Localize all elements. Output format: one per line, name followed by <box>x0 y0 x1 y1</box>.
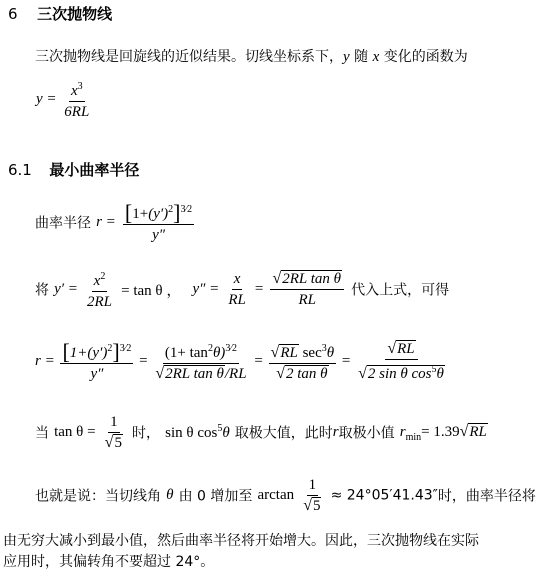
substitution-line <box>35 268 449 311</box>
deriv-step1-num: 1+(y′) <box>69 345 108 361</box>
deriv-step2-den-root: 2RL tan θ <box>165 366 224 382</box>
intro-paragraph <box>35 46 468 66</box>
cond-sincos: sin θ cos <box>165 425 218 441</box>
cond-frac-den: 5 <box>114 435 122 451</box>
deriv-step2-sq: 2 <box>207 343 213 354</box>
eq1-lhs: y = <box>36 90 57 107</box>
radius-r: r = <box>96 214 116 230</box>
radius-yprime: (y′) <box>148 206 169 222</box>
concl-text2: 由 0 增加至 <box>178 488 253 505</box>
intro-var-x: x <box>372 49 380 65</box>
intro-text-2: 随 <box>354 49 369 65</box>
deriv-step4: $\frac{√RL}{√2 \sin \theta \cos^5\theta}$ <box>358 340 444 382</box>
radius-sq: 2 <box>168 204 174 215</box>
deriv-step2: $\frac{(1+ \tan^2\theta)^{3⁄2}}{\text{√2RL tan θ/RL}}$ <box>153 340 248 383</box>
deriv-step4-num-root: RL <box>397 341 415 357</box>
cond-rmin: r <box>399 423 406 440</box>
sub-yp-num-exp: 2 <box>100 271 106 282</box>
sub-eq: = <box>254 281 264 297</box>
concl-fraction: $\frac{1}{√5}$ <box>303 477 321 514</box>
eq1-num: x <box>70 83 78 99</box>
deriv-step3-den-root: 2 tan θ <box>285 366 328 382</box>
concl-theta: θ <box>166 487 174 503</box>
equation-cubic-parabola <box>36 78 93 121</box>
concl-approx: ≈ 24°05′41.43″ <box>330 487 438 504</box>
conclusion-line-1 <box>35 476 536 515</box>
cond-fraction: $\frac{1}{√5}$ <box>104 414 122 451</box>
cond-rmin-root: RL <box>469 423 487 440</box>
radius-formula-line <box>35 201 196 244</box>
cond-sincos-theta: θ <box>222 425 230 441</box>
cond-text1: 取极大值，此时 <box>234 425 333 442</box>
radius-exp: 3⁄2 <box>180 204 193 215</box>
sub-suffix: 代入上式，可得 <box>351 282 450 299</box>
cond-when: 当 <box>35 425 49 442</box>
deriv-step4-den-root: 2 sin θ cos <box>367 366 432 382</box>
radius-fraction: $\frac{[1+(y')^2]^{3⁄2}}{y''}$ <box>124 200 193 243</box>
cond-rmin-val: = 1.39 <box>421 423 460 440</box>
derivation-line: r = $\frac{[1+(y')^2]^{3⁄2}}{y''}$ = $\frac{(1+ \tan^2\theta)^{3⁄2}}{\text{√2RL tan θ/RL}}$ = $\frac{√RL \sec^3\theta}{\text{√2 tan θ}}$ = $\frac{√RL}{√2 \sin \theta \cos^5\theta}$ <box>35 340 449 383</box>
sub-ypp-num: x <box>232 270 243 290</box>
deriv-step3: $\frac{√RL \sec^3\theta}{\text{√2 tan θ}}$ <box>269 340 337 383</box>
sub-yp: y′ = <box>54 281 78 297</box>
cond-text2: 取极小值 <box>338 425 395 442</box>
intro-text-1: 三次抛物线是回旋线的近似结果。切线坐标系下， <box>35 49 343 65</box>
cond-sincos-exp: 5 <box>217 423 223 434</box>
sub-yp-den: 2RL <box>87 294 113 310</box>
section-title: 三次抛物线 <box>37 5 113 23</box>
deriv-step3-theta: θ <box>326 345 335 361</box>
radius-one-plus: 1+ <box>132 206 149 222</box>
sub-root-fraction: $\frac{\text{√2RL tan θ}}{RL}$ <box>270 270 344 309</box>
deriv-step3-num-root: RL <box>280 345 298 361</box>
subsection-heading <box>8 159 139 180</box>
cond-tan: tan θ = <box>54 424 96 440</box>
eq1-num-exp: 3 <box>77 81 83 92</box>
deriv-r: r = <box>35 353 55 369</box>
cond-frac-num: 1 <box>108 413 120 433</box>
conclusion-line-2: 由无穷大减小到最小值，然后曲率半径将开始增大。因此，三次抛物线在实际 <box>3 533 479 549</box>
deriv-step2-exp: 3⁄2 <box>225 343 237 354</box>
deriv-step1-sq: 2 <box>107 343 113 354</box>
sub-ypp-fraction <box>226 270 248 309</box>
sub-tan: = tan θ ， <box>121 283 182 299</box>
deriv-step4-den-exp: 5 <box>431 364 437 375</box>
conclusion-line-3: 应用时，其偏转角不要超过 24°。 <box>3 554 215 570</box>
deriv-step3-sec: sec <box>302 345 322 361</box>
eq1-den: 6RL <box>64 104 90 120</box>
sub-root-num: 2RL tan θ <box>282 271 342 287</box>
intro-text-3: 变化的函数为 <box>383 49 468 65</box>
sub-ypp: y″ = <box>192 281 220 297</box>
deriv-step1-den: y″ <box>90 366 104 382</box>
cond-r: r <box>332 424 339 440</box>
condition-line: 当 tan θ = $\frac{1}{√5}$ 时， sin θ $\cos^5\theta$ 取极大值，此时r取极小值 $r_{min}= 1.39√RL$ <box>35 414 487 451</box>
sub-yp-fraction <box>85 268 114 311</box>
deriv-step4-den-theta: θ <box>436 366 444 382</box>
deriv-step2-num: (1+ tan <box>164 345 208 361</box>
sub-prefix: 将 <box>35 282 49 299</box>
concl-frac-num: 1 <box>307 476 319 496</box>
sub-ypp-den: RL <box>228 292 246 308</box>
radius-label: 曲率半径 <box>35 215 91 232</box>
concl-text3: 时，曲率半径将 <box>437 488 536 505</box>
deriv-step1: $\frac{[1+(y')^2]^{3⁄2}}{y''}$ <box>62 339 132 382</box>
concl-frac-den: 5 <box>312 498 321 514</box>
deriv-step1-exp: 3⁄2 <box>119 343 132 354</box>
deriv-step2-den-rest: /RL <box>224 366 247 382</box>
cond-time: 时， <box>132 425 161 442</box>
deriv-step3-exp: 3 <box>321 343 327 354</box>
deriv-step2-theta: θ) <box>212 345 226 361</box>
subsection-title: 最小曲率半径 <box>49 161 140 179</box>
subsection-number: 6.1 <box>8 161 32 179</box>
concl-text1: 也就是说：当切线角 <box>35 488 161 505</box>
intro-var-y: y <box>343 49 350 65</box>
cond-rmin-sub: min <box>405 431 422 443</box>
radius-den: y″ <box>152 227 165 243</box>
sub-yp-num: x <box>93 273 101 289</box>
section-heading <box>8 3 112 24</box>
eq1-fraction <box>62 78 91 121</box>
concl-arctan: arctan <box>257 487 295 503</box>
sub-root-den: RL <box>298 292 317 308</box>
section-number: 6 <box>8 5 18 23</box>
